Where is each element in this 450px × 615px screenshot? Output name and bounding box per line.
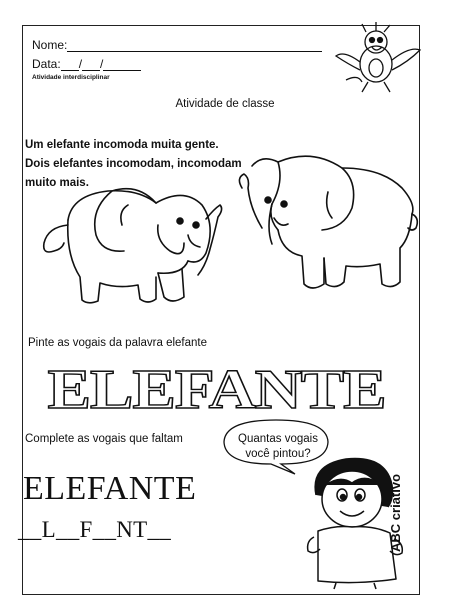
elephant-illustration-left [38,165,228,315]
bubble-line: Quantas vogais [238,433,318,445]
fill-in-blanks[interactable]: __L__F__NT__ [18,517,172,542]
date-year-line [103,58,141,71]
poem-line: Um elefante incomoda muita gente. [25,139,219,151]
date-day-line [61,58,79,71]
header-fields [24,30,330,86]
name-field[interactable] [32,38,322,52]
bird-illustration [332,20,424,94]
credit-text: ABC criativo [388,473,403,552]
date-label: Data: [32,57,61,71]
reference-word: ELEFANTE [23,470,197,507]
date-sep: / [100,57,104,71]
outline-word-elefante[interactable] [44,356,389,420]
activity-title: Atividade de classe [175,98,275,110]
poem-line: muito mais. [25,177,89,189]
name-label: Nome: [32,38,68,52]
poem-line: Dois elefantes incomodam, incomodam [25,158,242,170]
task1-instruction: Pinte as vogais da palavra elefante [28,337,208,349]
name-line [67,39,322,52]
outline-word-text: ELEFANTE [47,359,386,420]
date-sep: / [78,57,83,71]
activity-type: Atividade interdisciplinar [32,74,110,81]
elephant-illustration-right [232,148,422,308]
bubble-line: você pintou? [245,448,311,460]
date-month-line [82,58,100,71]
task2-instruction: Complete as vogais que faltam [25,433,183,445]
date-field[interactable] [32,57,141,71]
